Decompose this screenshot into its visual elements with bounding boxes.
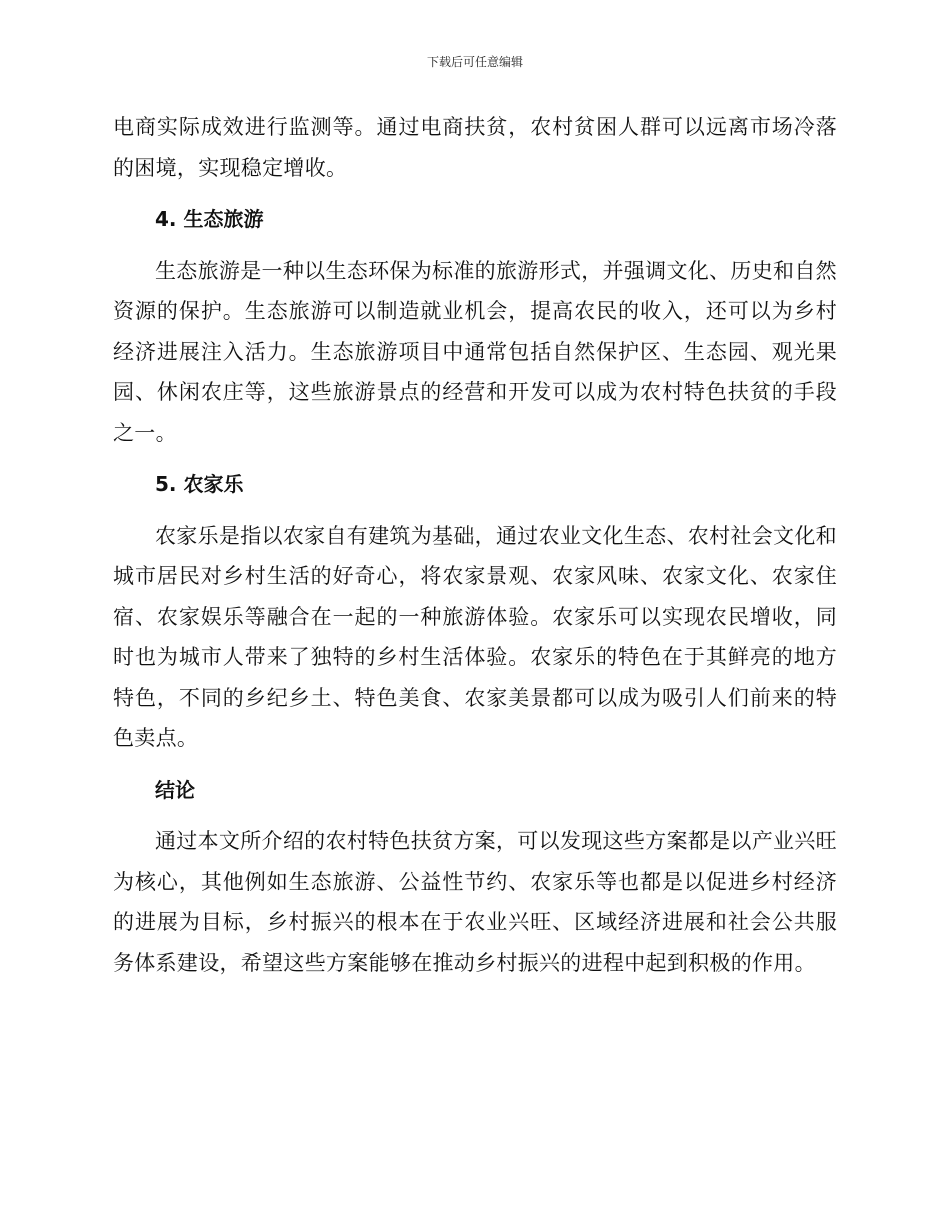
section-heading-agritourism: 5. 农家乐 [155,472,244,496]
paragraph-agritourism: 农家乐是指以农家自有建筑为基础，通过农业文化生态、农村社会文化和城市居民对乡村生活的好奇心，将农家景观、农家风味、农家文化、农家住宿、农家娱乐等融合在一起的一种旅游体验。农家乐可以实现农民增收，同时也为城市人带来了独特的乡村生活体验。农家乐的特色在于其鲜亮的地方特色，不同的乡纪乡土、特色美食、农家美景都可以成为吸引人们前来的特色卖点。 [113,523,837,750]
section-heading-eco-tourism: 4. 生态旅游 [155,207,264,231]
paragraph-conclusion: 通过本文所介绍的农村特色扶贫方案，可以发现这些方案都是以产业兴旺为核心，其他例如生态旅游、公益性节约、农家乐等也都是以促进乡村经济的进展为目标，乡村振兴的根本在于农业兴旺、区域经济进展和社会公共服务体系建设，希望这些方案能够在推动乡村振兴的进程中起到积极的作用。 [113,829,837,975]
document-body [113,107,837,983]
paragraph-ecommerce-continued: 电商实际成效进行监测等。通过电商扶贫，农村贫困人群可以远离市场冷落的困境，实现稳定增收。 [113,115,837,180]
section-heading-conclusion: 结论 [155,777,195,802]
page-header: 下载后可任意编辑 [426,55,523,69]
paragraph-eco-tourism: 生态旅游是一种以生态环保为标准的旅游形式，并强调文化、历史和自然资源的保护。生态旅游可以制造就业机会，提高农民的收入，还可以为乡村经济进展注入活力。生态旅游项目中通常包括自然保护区、生态园、观光果园、休闲农庄等，这些旅游景点的经营和开发可以成为农村特色扶贫的手段之一。 [113,258,837,445]
